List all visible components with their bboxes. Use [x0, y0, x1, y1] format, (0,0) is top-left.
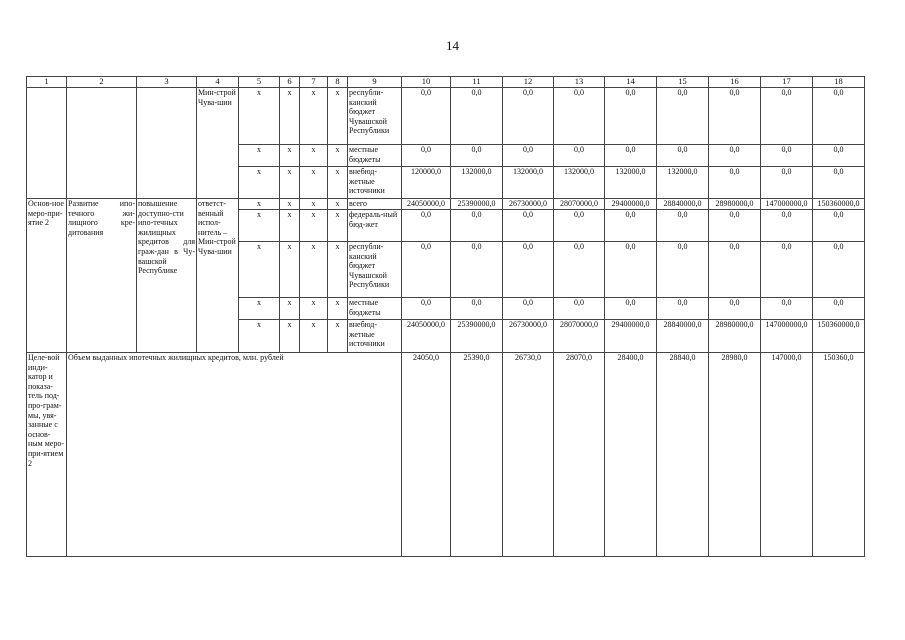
code-cell: x — [328, 145, 348, 167]
value-cell: 0,0 — [554, 145, 605, 167]
source-cell: внебюд-жетные источники — [348, 320, 402, 353]
code-cell: x — [239, 88, 280, 145]
column-number: 17 — [761, 77, 813, 88]
value-cell: 24050000,0 — [402, 320, 451, 353]
column-number: 14 — [605, 77, 657, 88]
code-cell: x — [300, 320, 328, 353]
code-cell: x — [239, 210, 280, 242]
code-cell: x — [239, 199, 280, 210]
value-cell: 28840000,0 — [657, 320, 709, 353]
status-cell: Основ-ное меро-при-ятие 2 — [27, 199, 67, 353]
value-cell: 0,0 — [709, 210, 761, 242]
value-cell: 28980000,0 — [709, 199, 761, 210]
code-cell: x — [300, 145, 328, 167]
value-cell: 0,0 — [709, 298, 761, 320]
goal-cell: повышение доступно-сти ипо-течных жилищных кредитов для граж-дан в Чу-вашской Республике — [137, 199, 197, 353]
source-cell: внебюд-жетные источники — [348, 167, 402, 199]
source-cell: республи-канский бюджет Чувашской Республики — [348, 88, 402, 145]
value-cell: 0,0 — [503, 242, 554, 298]
column-number: 18 — [813, 77, 865, 88]
value-cell: 0,0 — [451, 88, 503, 145]
status-cell — [27, 88, 67, 199]
value-cell: 26730000,0 — [503, 320, 554, 353]
code-cell: x — [280, 145, 300, 167]
code-cell: x — [239, 145, 280, 167]
column-number: 6 — [280, 77, 300, 88]
value-cell: 0,0 — [761, 88, 813, 145]
name-cell: Развитие ипо-течного жи-лищного кре-дитования — [67, 199, 137, 353]
code-cell: x — [300, 88, 328, 145]
value-cell: 147000,0 — [761, 353, 813, 557]
value-cell: 28840000,0 — [657, 199, 709, 210]
value-cell: 0,0 — [605, 298, 657, 320]
value-cell: 0,0 — [503, 145, 554, 167]
value-cell: 150360000,0 — [813, 199, 865, 210]
value-cell: 0,0 — [451, 210, 503, 242]
code-cell: x — [280, 88, 300, 145]
code-cell: x — [280, 320, 300, 353]
value-cell: 0,0 — [761, 298, 813, 320]
code-cell: x — [328, 210, 348, 242]
page-number: 14 — [446, 38, 459, 53]
code-cell: x — [300, 210, 328, 242]
code-cell: x — [239, 320, 280, 353]
column-number: 16 — [709, 77, 761, 88]
column-number: 8 — [328, 77, 348, 88]
value-cell: 0,0 — [709, 145, 761, 167]
code-cell: x — [300, 199, 328, 210]
value-cell: 28070,0 — [554, 353, 605, 557]
value-cell: 0,0 — [657, 298, 709, 320]
code-cell: x — [280, 167, 300, 199]
column-number-row — [27, 77, 865, 88]
code-cell: x — [280, 242, 300, 298]
value-cell: 0,0 — [554, 242, 605, 298]
value-cell: 0,0 — [402, 145, 451, 167]
column-number: 13 — [554, 77, 605, 88]
table-row — [27, 199, 865, 210]
indicator-text-cell: Объем выданных ипотечных жилищных кредитов, млн. рублей — [67, 353, 402, 557]
code-cell: x — [280, 298, 300, 320]
value-cell: 132000,0 — [605, 167, 657, 199]
value-cell: 0,0 — [554, 88, 605, 145]
column-number: 1 — [27, 77, 67, 88]
value-cell: 132000,0 — [503, 167, 554, 199]
source-cell: республи-канский бюджет Чувашской Республики — [348, 242, 402, 298]
value-cell: 25390000,0 — [451, 320, 503, 353]
value-cell: 0,0 — [813, 88, 865, 145]
value-cell: 28070000,0 — [554, 320, 605, 353]
source-cell: всего — [348, 199, 402, 210]
value-cell: 0,0 — [605, 210, 657, 242]
program-finance-table — [26, 76, 865, 557]
value-cell: 28980,0 — [709, 353, 761, 557]
value-cell: 0,0 — [813, 298, 865, 320]
source-cell: местные бюджеты — [348, 298, 402, 320]
value-cell: 29400000,0 — [605, 320, 657, 353]
value-cell: 147000000,0 — [761, 320, 813, 353]
code-cell: x — [300, 167, 328, 199]
code-cell: x — [328, 320, 348, 353]
code-cell: x — [328, 242, 348, 298]
code-cell: x — [280, 210, 300, 242]
column-number: 2 — [67, 77, 137, 88]
value-cell: 0,0 — [605, 242, 657, 298]
value-cell: 0,0 — [605, 88, 657, 145]
responsible-cell: ответст-венный испол-нитель – Мин-строй Чува-шии — [197, 199, 239, 353]
code-cell: x — [328, 167, 348, 199]
value-cell: 25390,0 — [451, 353, 503, 557]
code-cell: x — [328, 199, 348, 210]
value-cell: 28400,0 — [605, 353, 657, 557]
value-cell: 120000,0 — [402, 167, 451, 199]
responsible-cell: Мин-строй Чува-шии — [197, 88, 239, 199]
value-cell: 24050,0 — [402, 353, 451, 557]
value-cell: 28980000,0 — [709, 320, 761, 353]
value-cell: 0,0 — [402, 88, 451, 145]
value-cell: 147000000,0 — [761, 199, 813, 210]
value-cell: 24050000,0 — [402, 199, 451, 210]
column-number: 11 — [451, 77, 503, 88]
value-cell: 0,0 — [813, 167, 865, 199]
value-cell: 0,0 — [709, 88, 761, 145]
table-row — [27, 88, 865, 145]
value-cell: 0,0 — [554, 298, 605, 320]
name-cell — [67, 88, 137, 199]
code-cell: x — [300, 298, 328, 320]
value-cell: 0,0 — [813, 210, 865, 242]
column-number: 15 — [657, 77, 709, 88]
code-cell: x — [328, 298, 348, 320]
value-cell: 28840,0 — [657, 353, 709, 557]
value-cell: 26730,0 — [503, 353, 554, 557]
value-cell: 0,0 — [554, 210, 605, 242]
column-number: 7 — [300, 77, 328, 88]
code-cell: x — [300, 242, 328, 298]
value-cell: 0,0 — [709, 242, 761, 298]
code-cell: x — [328, 88, 348, 145]
column-number: 4 — [197, 77, 239, 88]
indicator-label-cell: Целе-вой инди-катор и показа-тель под-про-грам-мы, увя-занные с основ-ным меро-при-ятием 2 — [27, 353, 67, 557]
value-cell: 0,0 — [451, 242, 503, 298]
value-cell: 0,0 — [503, 210, 554, 242]
value-cell: 0,0 — [709, 167, 761, 199]
column-number: 12 — [503, 77, 554, 88]
value-cell: 25390000,0 — [451, 199, 503, 210]
value-cell: 0,0 — [761, 210, 813, 242]
value-cell: 0,0 — [761, 242, 813, 298]
value-cell: 0,0 — [813, 242, 865, 298]
value-cell: 0,0 — [503, 298, 554, 320]
column-number: 3 — [137, 77, 197, 88]
value-cell: 0,0 — [402, 210, 451, 242]
code-cell: x — [280, 199, 300, 210]
value-cell: 150360,0 — [813, 353, 865, 557]
column-number: 5 — [239, 77, 280, 88]
column-number: 9 — [348, 77, 402, 88]
value-cell: 0,0 — [657, 88, 709, 145]
value-cell: 0,0 — [451, 298, 503, 320]
value-cell: 0,0 — [657, 145, 709, 167]
value-cell: 29400000,0 — [605, 199, 657, 210]
column-number: 10 — [402, 77, 451, 88]
source-cell: местные бюджеты — [348, 145, 402, 167]
value-cell: 0,0 — [605, 145, 657, 167]
value-cell: 132000,0 — [451, 167, 503, 199]
value-cell: 0,0 — [402, 242, 451, 298]
value-cell: 132000,0 — [657, 167, 709, 199]
code-cell: x — [239, 298, 280, 320]
value-cell: 132000,0 — [554, 167, 605, 199]
value-cell: 150360000,0 — [813, 320, 865, 353]
indicator-row — [27, 353, 865, 557]
value-cell: 0,0 — [657, 210, 709, 242]
goal-cell — [137, 88, 197, 199]
value-cell: 28070000,0 — [554, 199, 605, 210]
value-cell: 26730000,0 — [503, 199, 554, 210]
value-cell: 0,0 — [503, 88, 554, 145]
value-cell: 0,0 — [657, 242, 709, 298]
source-cell: федераль-ный бюд-жет — [348, 210, 402, 242]
value-cell: 0,0 — [813, 145, 865, 167]
code-cell: x — [239, 167, 280, 199]
value-cell: 0,0 — [761, 167, 813, 199]
value-cell: 0,0 — [761, 145, 813, 167]
code-cell: x — [239, 242, 280, 298]
value-cell: 0,0 — [402, 298, 451, 320]
value-cell: 0,0 — [451, 145, 503, 167]
